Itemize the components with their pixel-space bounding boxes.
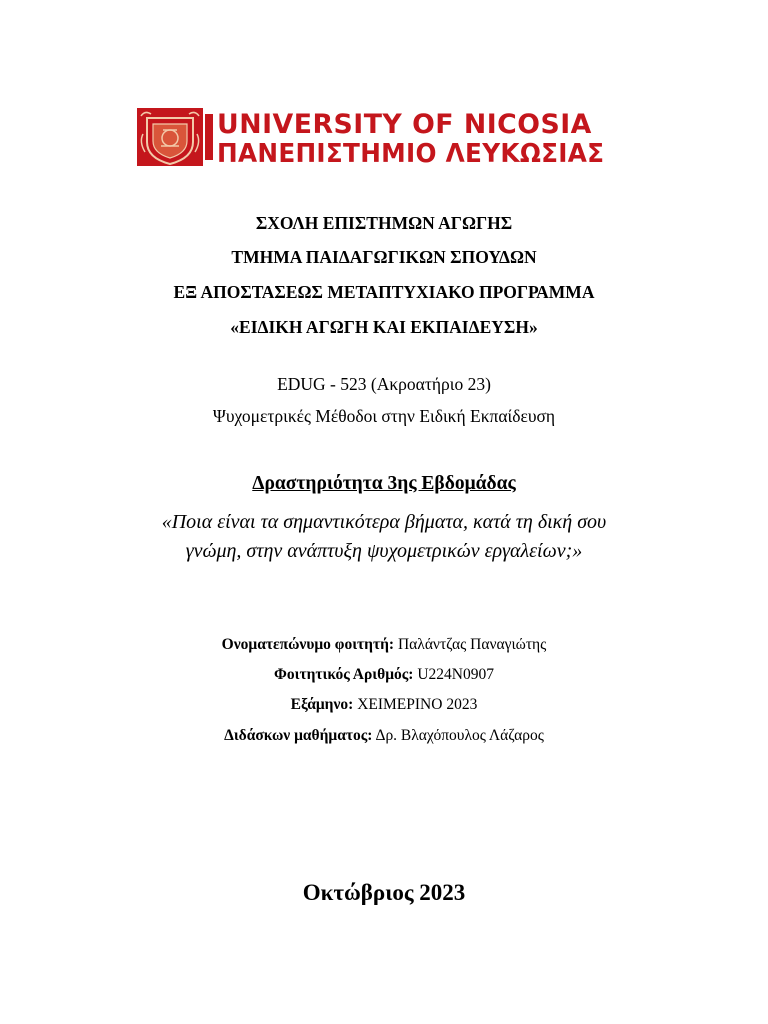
student-name-value: Παλάντζας Παναγιώτης [397,636,547,653]
activity-title-wrap [0,473,768,495]
activity-title: Δραστηριότητα 3ης Εβδομάδας [252,473,516,494]
document-date: Οκτώβριος 2023 [302,880,466,905]
department-name: ΤΜΗΜΑ ΠΑΙΔΑΓΩΓΙΚΩΝ ΣΠΟΥΔΩΝ [231,247,537,267]
student-id-value: U224N0907 [417,666,494,683]
university-name-en: UNIVERSITY OF NICOSIA [217,109,592,140]
semester-row [0,696,768,714]
student-id-label: Φοιτητικός Αριθμός: [274,666,414,683]
student-id-row [0,666,768,684]
semester-label: Εξάμηνο: [290,696,354,713]
instructor-value: Δρ. Βλαχόπουλος Λάζαρος [375,727,544,744]
university-name-gr: ΠΑΝΕΠΙΣΤΗΜΙΟ ΛΕΥΚΩΣΙΑΣ [217,139,605,169]
student-name-row [0,636,768,654]
university-wordmark [217,108,617,168]
semester-value: ΧΕΙΜΕΡΙΝΟ 2023 [357,696,478,713]
school-name: ΣΧΟΛΗ ΕΠΙΣΤΗΜΩΝ ΑΓΩΓΗΣ [255,213,513,233]
program-type: ΕΞ ΑΠΟΣΤΑΣΕΩΣ ΜΕΤΑΠΤΥΧΙΑΚΟ ΠΡΟΓΡΑΜΜΑ [173,282,595,302]
course-code: EDUG - 523 (Ακροατήριο 23) [277,374,491,394]
course-title: Ψυχομετρικές Μέθοδοι στην Ειδική Εκπαίδευση [212,406,556,426]
program-name: «ΕΙΔΙΚΗ ΑΓΩΓΗ ΚΑΙ ΕΚΠΑΙΔΕΥΣΗ» [230,317,538,337]
activity-question-line2: γνώμη, στην ανάπτυξη ψυχομετρικών εργαλείων;» [185,540,583,562]
university-logo [137,108,617,168]
instructor-label: Διδάσκων μαθήματος: [224,727,373,744]
instructor-row [0,727,768,745]
activity-question-line1: «Ποια είναι τα σημαντικότερα βήματα, κατά τη δική σου [161,511,607,533]
university-crest-icon [137,108,215,166]
student-name-label: Ονοματεπώνυμο φοιτητή: [221,636,395,653]
